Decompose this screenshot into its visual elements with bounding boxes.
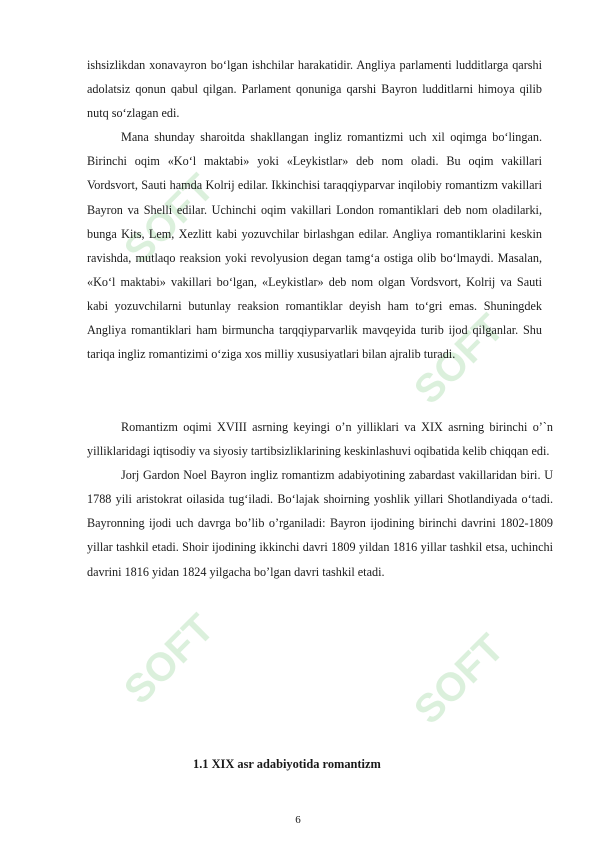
svg-text:SOFT: SOFT — [406, 626, 513, 733]
watermark-logo — [70, 560, 270, 760]
watermark-logo — [360, 580, 560, 780]
body-text-top — [87, 53, 542, 366]
paragraph-byron: Jorj Gardon Noel Bayron ingliz romantizm adabiyotining zabardast vakillaridan biri. U 1788 yili aristokrat oilasida tug‘iladi. Bo‘lajak shoirning yoshlik yillari Shotlandiyada o‘tadi. Bayronning ijodi uch davrga bo’lib o’rganiladi: Bayron ijodining birinchi davrini 1802-1809 yillar tashkil etadi. Shoir ijodining ikkinchi davri 1809 yildan 1816 yillar tashkil etsa, uchinchi davrini 1816 yidan 1824 yilgacha bo’lgan davri tashkil etadi. — [87, 468, 553, 579]
watermark-logo-graphic — [360, 580, 560, 780]
paragraph-romanticism-currents: Mana shunday sharoitda shakllangan ingliz romantizmi uch xil oqimga boʻlingan. Birinchi oqim «Koʻl maktabi» yoki «Leykistlar» deb nom oladi. Bu oqim vakillari Vordsvort, Sauti hamda Kolrij edilar. Ikkinchisi taraqqiyparvar inqilobiy romantizm vakillari Bayron va Shelli edilar. Uchinchi oqim vakillari London romantiklari deb nom oladilarki, bunga Kits, Lem, Xezlitt kabi yozuvchilar birlashgan edilar. Angliya romantiklarini keskin ravishda, mutlaqo reaksion yoki revolyusion degan tamgʻa ostiga olib boʻlmaydi. Masalan, «Koʻl maktabi» vakillari boʻlgan, «Leykistlar» deb nom olgan Vordsvort, Kolrij va Sauti kabi yozuvchilarni butunlay reaksion romantiklar deyish ham toʻgri emas. Shuningdek Angliya romantiklari ham birmuncha tarqqiyparvarlik mavqeyida turib ijod qilganlar. Shu tariqa ingliz romantizimi oʻziga xos milliy xususiyatlari bilan ajralib turadi. — [87, 130, 542, 362]
body-text-bottom — [87, 415, 553, 584]
paragraph-romanticism-origin: Romantizm oqimi XVIII asrning keyingi o’n yilliklari va XIX asrning birinchi o’`n yilliklaridagi iqtisodiy va siyosiy tartibsizliklarining keskinlashuvi oqibatida kelib chiqqan edi. — [87, 420, 553, 459]
watermark-logo-graphic — [70, 560, 270, 760]
svg-text:SOFT: SOFT — [116, 166, 223, 273]
section-heading: 1.1 XIX asr adabiyotida romantizm — [193, 757, 381, 771]
svg-text:SOFT: SOFT — [116, 606, 223, 713]
page-number: 6 — [295, 814, 301, 826]
svg-text:SOFT: SOFT — [406, 306, 513, 413]
paragraph-continuation: ishsizlikdan xonavayron boʻlgan ishchilar harakatidir. Angliya parlamenti ludditlarga qarshi adolatsiz qonun qabul qilgan. Parlament qonuniga qarshi Bayron ludditlarni himoya qilib nutq soʻzlagan edi. — [87, 58, 542, 121]
